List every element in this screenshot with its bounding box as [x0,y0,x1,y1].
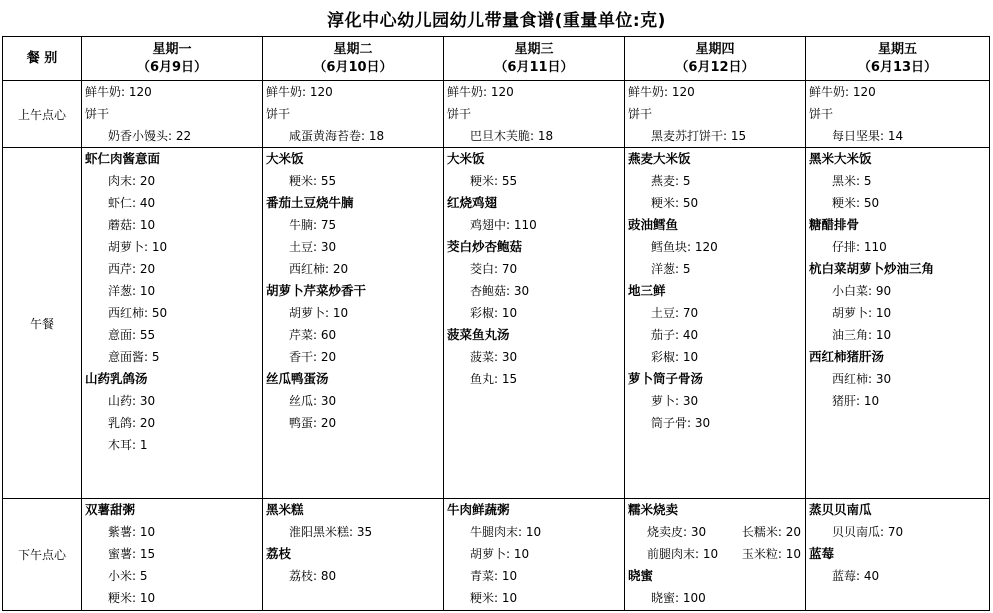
dish-name: 黑米大米饭 [809,151,872,166]
dish-name: 蒸贝贝南瓜 [809,502,872,517]
ingredient: 牛腿肉末: 10 [470,525,542,539]
ingredient: 玉米粒: 10 [741,547,801,561]
morning-snack-row [3,81,990,148]
dish-name: 晓蜜 [628,568,654,583]
meal-column-label: 餐 别 [26,50,58,66]
snack-item: 咸蛋黄海苔卷: 18 [289,129,385,143]
snack-item: 奶香小馒头: 22 [108,129,192,143]
snack-line: 鲜牛奶: 120 [809,85,876,99]
ingredient: 小白菜: 90 [832,284,892,298]
page-title: 淳化中心幼儿园幼儿带量食谱(重量单位:克) [327,11,666,31]
snack-line: 饼干 [809,107,834,121]
day-date: （6月10日） [313,59,393,75]
day-date: （6月11日） [494,59,574,75]
ingredient: 洋葱: 5 [651,262,691,276]
day-name: 星期四 [695,41,735,57]
ingredient: 胡萝卜: 10 [470,547,530,561]
day-date: （6月9日） [136,59,208,75]
ingredient: 粳米: 55 [470,174,518,188]
snack-line: 饼干 [85,107,110,121]
ingredient: 淮阳黑米糕: 35 [289,525,373,539]
day-name: 星期三 [514,41,554,57]
ingredient: 胡萝卜: 10 [108,240,168,254]
day-header-tue [263,37,444,81]
day-name: 星期一 [152,41,192,57]
ingredient: 粳米: 50 [651,196,699,210]
ingredient: 胡萝卜: 10 [832,306,892,320]
dish-name: 大米饭 [447,151,485,166]
day-header-fri [806,37,990,81]
ingredient: 杏鲍菇: 30 [470,284,530,298]
ingredient: 山药: 30 [108,394,156,408]
ingredient: 鳕鱼块: 120 [651,240,718,254]
ingredient: 西芹: 20 [108,262,156,276]
dish-name: 大米饭 [266,151,304,166]
lunch-cell-day-5 [806,148,990,499]
dish-name: 杭白菜胡萝卜炒油三角 [809,261,935,276]
ingredient: 猪肝: 10 [832,394,880,408]
meal-label-morning: 上午点心 [3,81,82,148]
snack-line: 饼干 [447,107,472,121]
ingredient: 油三角: 10 [832,328,892,342]
ingredient: 西红柿: 50 [108,306,168,320]
ingredient: 贝贝南瓜: 70 [832,525,904,539]
ingredient: 烧卖皮: 30 [647,525,707,539]
morning-cell-day-1 [82,81,263,148]
ingredient: 粳米: 55 [289,174,337,188]
dish-name: 牛肉鲜蔬粥 [447,502,510,517]
snack-item: 每日坚果: 14 [832,129,904,143]
ingredient: 鱼丸: 15 [470,372,518,386]
ingredient: 茄子: 40 [651,328,699,342]
dish-name: 蓝莓 [809,546,835,561]
dish-name: 燕麦大米饭 [628,151,691,166]
day-header-thu [625,37,806,81]
ingredient: 彩椒: 10 [651,350,699,364]
dish-name: 胡萝卜芹菜炒香干 [266,283,367,298]
ingredient: 紫薯: 10 [108,525,156,539]
dish-name: 糖醋排骨 [809,217,860,232]
ingredient: 洋葱: 10 [108,284,156,298]
dish-name: 地三鲜 [628,283,666,298]
meal-label-lunch: 午餐 [3,148,82,499]
morning-cell-day-5 [806,81,990,148]
day-date: （6月12日） [675,59,755,75]
afternoon-cell-day-1 [82,499,263,611]
dish-name: 双薯甜粥 [85,502,136,517]
ingredient: 蓝莓: 40 [832,569,880,583]
ingredient: 鸡翅中: 110 [470,218,537,232]
ingredient: 西红柿: 20 [289,262,349,276]
dish-name: 豉油鳕鱼 [628,217,679,232]
ingredient: 虾仁: 40 [108,196,156,210]
afternoon-snack-row [3,499,990,611]
dish-name: 番茄土豆烧牛腩 [266,195,354,210]
morning-cell-day-3 [444,81,625,148]
ingredient: 粳米: 10 [470,591,518,605]
ingredient: 木耳: 1 [108,438,148,452]
snack-item: 巴旦木芙脆: 18 [470,129,554,143]
ingredient: 乳鸽: 20 [108,416,156,430]
ingredient-pair [625,543,805,565]
ingredient: 肉末: 20 [108,174,156,188]
day-name: 星期二 [333,41,373,57]
dish-name: 黑米糕 [266,502,304,517]
lunch-cell-day-3 [444,148,625,499]
day-name: 星期五 [877,41,917,57]
dish-name: 西红柿猪肝汤 [809,349,885,364]
morning-cell-day-4 [625,81,806,148]
day-date: （6月13日） [857,59,938,75]
afternoon-cell-day-5 [806,499,990,611]
ingredient: 萝卜: 30 [651,394,699,408]
ingredient: 彩椒: 10 [470,306,518,320]
ingredient: 意面酱: 5 [108,350,160,364]
menu-table [2,36,990,611]
lunch-cell-day-2 [263,148,444,499]
dish-name: 红烧鸡翅 [447,195,498,210]
lunch-cell-day-4 [625,148,806,499]
snack-line: 饼干 [628,107,653,121]
ingredient: 筒子骨: 30 [651,416,711,430]
ingredient: 蜜薯: 15 [108,547,156,561]
morning-cell-day-2 [263,81,444,148]
ingredient: 香干: 20 [289,350,337,364]
afternoon-cell-day-3 [444,499,625,611]
header-row [3,37,990,81]
snack-line: 鲜牛奶: 120 [628,85,695,99]
ingredient: 黑米: 5 [832,174,872,188]
ingredient: 牛腩: 75 [289,218,337,232]
dish-name: 山药乳鸽汤 [85,371,148,386]
dish-name: 菠菜鱼丸汤 [447,327,510,342]
dish-name: 萝卜筒子骨汤 [628,371,704,386]
ingredient: 鸭蛋: 20 [289,416,337,430]
snack-item: 黑麦苏打饼干: 15 [651,129,747,143]
afternoon-cell-day-2 [263,499,444,611]
ingredient: 前腿肉末: 10 [647,547,719,561]
day-header-wed [444,37,625,81]
ingredient: 燕麦: 5 [651,174,691,188]
ingredient: 荔枝: 80 [289,569,337,583]
ingredient: 晓蜜: 100 [651,591,706,605]
snack-line: 饼干 [266,107,291,121]
lunch-row [3,148,990,499]
ingredient: 西红柿: 30 [832,372,892,386]
ingredient: 菠菜: 30 [470,350,518,364]
snack-line: 鲜牛奶: 120 [447,85,514,99]
ingredient: 小米: 5 [108,569,148,583]
ingredient: 粳米: 10 [108,591,156,605]
dish-name: 荔枝 [266,546,292,561]
ingredient: 胡萝卜: 10 [289,306,349,320]
ingredient-pair [625,521,805,543]
day-header-mon [82,37,263,81]
ingredient: 丝瓜: 30 [289,394,337,408]
snack-line: 鲜牛奶: 120 [85,85,152,99]
snack-line: 鲜牛奶: 120 [266,85,333,99]
dish-name: 茭白炒杏鲍菇 [447,239,523,254]
dish-name: 糯米烧卖 [628,502,679,517]
meal-label-afternoon: 下午点心 [3,499,82,611]
ingredient: 茭白: 70 [470,262,518,276]
meal-column-header [3,37,82,81]
ingredient: 仔排: 110 [832,240,887,254]
ingredient: 粳米: 50 [832,196,880,210]
dish-name: 虾仁肉酱意面 [85,151,161,166]
dish-name: 丝瓜鸭蛋汤 [266,371,329,386]
ingredient: 土豆: 30 [289,240,337,254]
ingredient: 土豆: 70 [651,306,699,320]
lunch-cell-day-1 [82,148,263,499]
ingredient: 青菜: 10 [470,569,518,583]
ingredient: 蘑菇: 10 [108,218,156,232]
ingredient: 芹菜: 60 [289,328,337,342]
ingredient: 长糯米: 20 [741,525,801,539]
ingredient: 意面: 55 [108,328,156,342]
afternoon-cell-day-4 [625,499,806,611]
